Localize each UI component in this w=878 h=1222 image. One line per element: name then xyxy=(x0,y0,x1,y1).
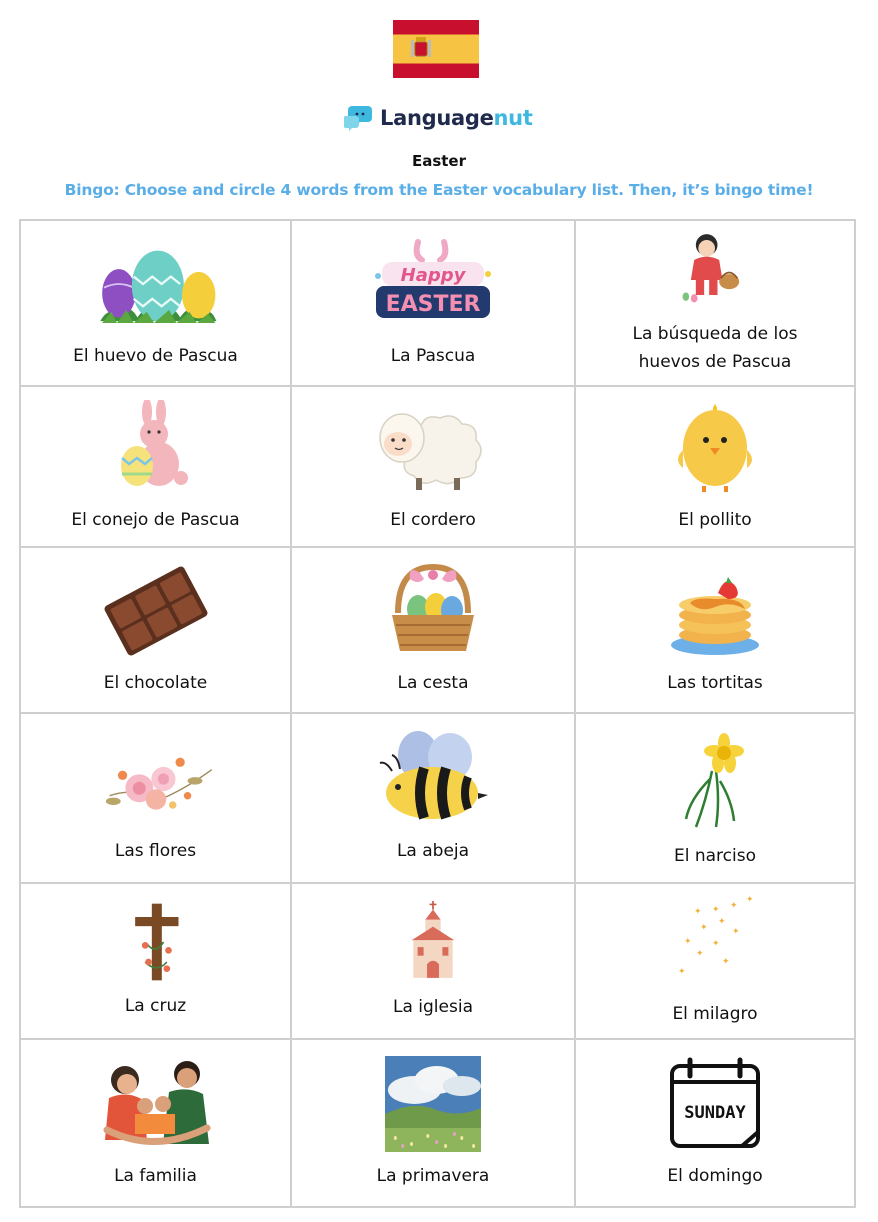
brand-name: Languagenut xyxy=(380,106,533,130)
cell-label: El huevo de Pascua xyxy=(73,346,238,366)
cell-label: Las tortitas xyxy=(667,673,763,693)
cross-icon xyxy=(91,902,221,982)
basket-icon xyxy=(368,563,498,659)
bingo-cell[interactable] xyxy=(291,547,575,713)
bingo-cell[interactable] xyxy=(291,386,575,547)
cell-label: El conejo de Pascua xyxy=(71,509,240,530)
bee-icon xyxy=(368,731,498,827)
cell-label: La abeja xyxy=(396,841,470,861)
svg-text:✦: ✦ xyxy=(700,923,708,933)
bingo-cell[interactable] xyxy=(20,547,291,713)
bingo-cell[interactable] xyxy=(20,220,291,386)
church-icon xyxy=(368,901,498,983)
cell-label: El cordero xyxy=(390,509,476,530)
egg-hunt-icon xyxy=(650,230,780,310)
sparkles-icon xyxy=(650,894,780,990)
chick-icon xyxy=(650,400,780,496)
cell-label: El chocolate xyxy=(103,673,208,693)
family-icon xyxy=(91,1056,221,1152)
svg-text:✦: ✦ xyxy=(746,895,754,905)
cell-label: El milagro xyxy=(672,1004,758,1024)
bingo-cell[interactable] xyxy=(575,883,855,1039)
flowers-icon xyxy=(91,731,221,827)
bingo-cell[interactable] xyxy=(20,883,291,1039)
cell-label: La Pascua xyxy=(390,346,476,366)
spring-meadow-icon xyxy=(385,1056,481,1152)
bingo-cell[interactable] xyxy=(575,386,855,547)
daffodil-icon xyxy=(650,726,780,832)
cell-label: La búsqueda de los huevos de Pascua xyxy=(632,324,798,372)
svg-text:✦: ✦ xyxy=(718,917,726,927)
pancakes-icon xyxy=(650,563,780,659)
svg-text:✦: ✦ xyxy=(730,901,738,911)
bingo-cell[interactable] xyxy=(575,713,855,883)
happy-easter-icon xyxy=(368,236,498,332)
bingo-cell[interactable] xyxy=(20,1039,291,1207)
speech-bubbles-icon xyxy=(344,102,376,134)
bingo-cell[interactable] xyxy=(575,547,855,713)
bingo-cell[interactable] xyxy=(291,883,575,1039)
chocolate-bar-icon xyxy=(91,563,221,659)
svg-text:✦: ✦ xyxy=(694,907,702,917)
bingo-cell[interactable] xyxy=(575,1039,855,1207)
svg-text:✦: ✦ xyxy=(712,939,720,949)
svg-text:✦: ✦ xyxy=(732,927,740,937)
cell-label: Las flores xyxy=(114,841,197,861)
cell-label: El domingo xyxy=(667,1166,763,1186)
bingo-cell[interactable] xyxy=(291,220,575,386)
bingo-cell[interactable] xyxy=(20,386,291,547)
languagenut-logo xyxy=(344,96,533,140)
cell-label: El narciso xyxy=(673,846,756,866)
lamb-icon xyxy=(368,400,498,496)
bingo-cell[interactable] xyxy=(291,713,575,883)
easter-eggs-icon xyxy=(91,236,221,332)
svg-text:Happy: Happy xyxy=(400,265,466,286)
cell-label: La familia xyxy=(114,1166,197,1186)
cell-label: La cesta xyxy=(397,673,469,693)
cell-label: El pollito xyxy=(678,509,752,530)
svg-text:✦: ✦ xyxy=(696,949,704,959)
sunday-calendar-icon xyxy=(650,1056,780,1152)
svg-text:SUNDAY: SUNDAY xyxy=(684,1103,746,1123)
svg-text:✦: ✦ xyxy=(678,967,686,977)
instructions-text: Bingo: Choose and circle 4 words from the Easter vocabulary list. Then, it’s bingo time! xyxy=(64,181,814,199)
svg-text:✦: ✦ xyxy=(684,937,692,947)
spain-flag-icon xyxy=(393,20,479,78)
cell-label: La primavera xyxy=(376,1166,490,1186)
page-title: Easter xyxy=(411,152,467,170)
bingo-cell[interactable] xyxy=(575,220,855,386)
bingo-cell[interactable] xyxy=(291,1039,575,1207)
cell-label: La cruz xyxy=(124,996,187,1016)
bingo-grid xyxy=(19,219,856,1208)
cell-label: La iglesia xyxy=(393,997,473,1017)
easter-bunny-icon xyxy=(91,400,221,496)
svg-text:✦: ✦ xyxy=(722,957,730,967)
svg-text:✦: ✦ xyxy=(712,905,720,915)
svg-text:EASTER: EASTER xyxy=(385,292,481,317)
bingo-cell[interactable] xyxy=(20,713,291,883)
